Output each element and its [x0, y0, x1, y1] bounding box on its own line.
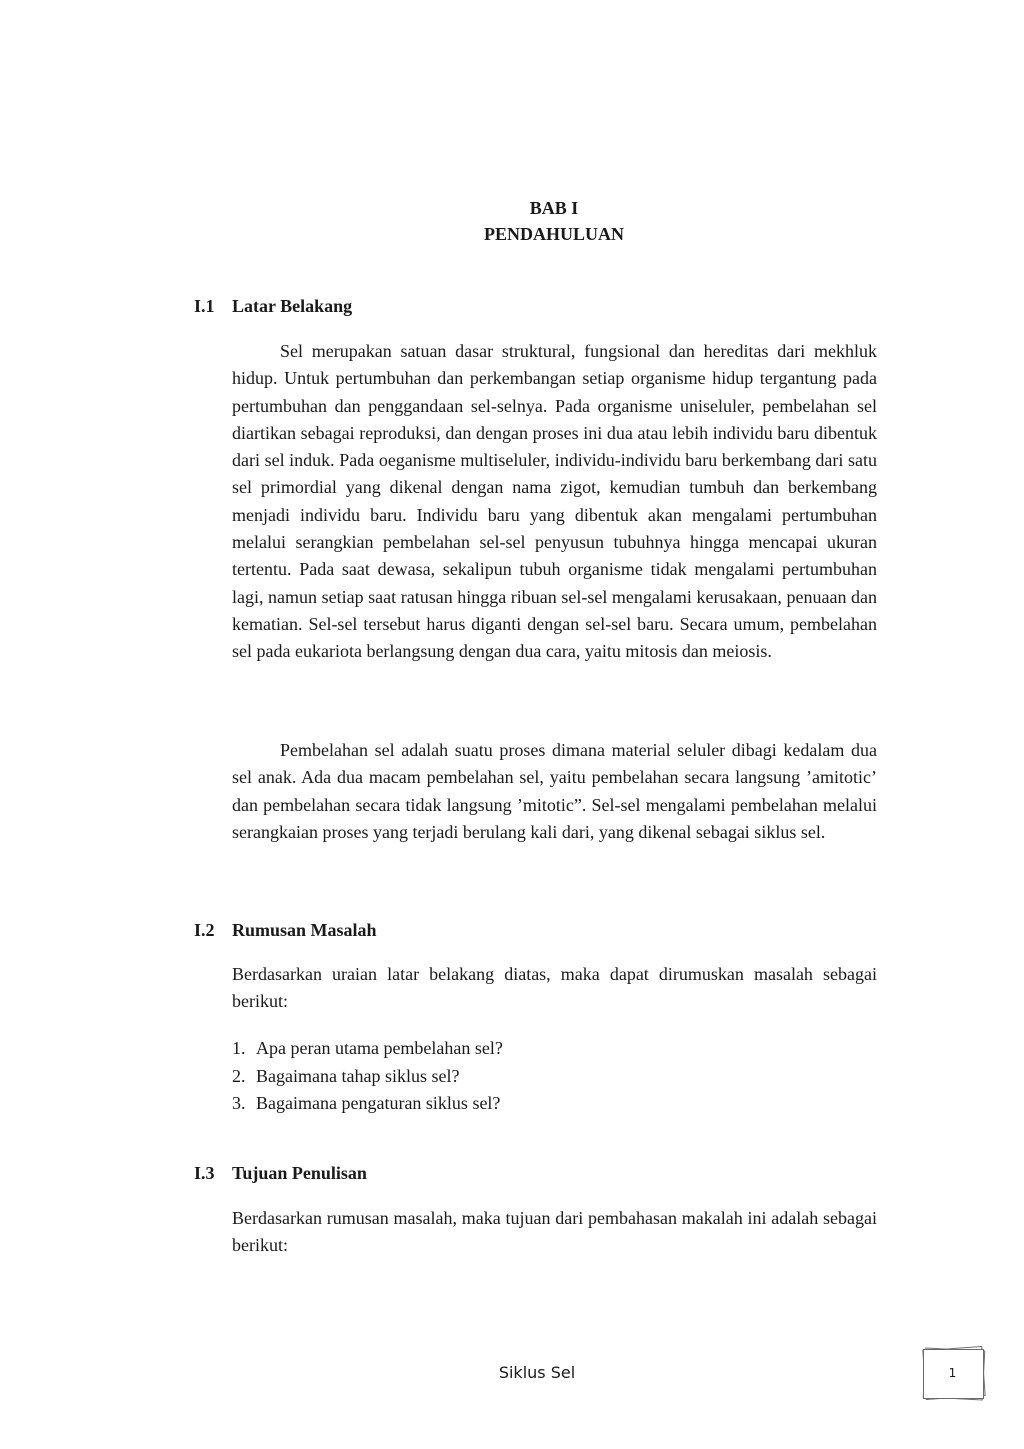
list-item — [232, 1035, 877, 1063]
chapter-number: BAB I — [529, 198, 579, 218]
list-item-text: Bagaimana pengaturan siklus sel? — [256, 1093, 501, 1113]
section-title: Rumusan Masalah — [232, 920, 377, 940]
list-item-text: Bagaimana tahap siklus sel? — [256, 1065, 460, 1086]
paragraph-rumusan-masalah-intro: Berdasarkan uraian latar belakang diatas, maka dapat dirumuskan masalah sebagai berikut: — [232, 964, 877, 1012]
paragraph-tujuan-penulisan-intro: Berdasarkan rumusan masalah, maka tujuan dari pembahasan makalah ini adalah sebagai berikut: — [232, 1208, 877, 1256]
list-item-number: 2. — [232, 1065, 246, 1086]
list-item-text: Apa peran utama pembelahan sel? — [256, 1038, 503, 1058]
section-number: I.3 — [194, 1163, 215, 1183]
paragraph-latar-belakang-2: Pembelahan sel adalah suatu proses dimana material seluler dibagi kedalam dua sel anak. Ada dua macam pembelahan sel, yaitu pembelahan secara langsung ’amitotic’ dan pembelahan secara tidak langsung ’mitotic”. Sel-sel mengalami pembelahan melalui serangkaian proses yang terjadi berulang kali dari, yang dikenal sebagai siklus sel. — [232, 740, 877, 842]
paragraph-latar-belakang-1: Sel merupakan satuan dasar struktural, fungsional dan hereditas dari mekhluk hidup. Untuk pertumbuhan dan perkembangan setiap organisme hidup tergantung pada pertumbuhan dan penggandaan sel-selnya. Pada organisme uniseluler, pembelahan sel diartikan sebagai reproduksi, dan dengan proses ini dua atau lebih individu baru dibentuk dari sel induk. Pada oeganisme multiseluler, individu-individu baru berkembang dari satu sel primordial yang dikenal dengan nama zigot, kemudian tumbuh dan berkembang menjadi individu baru. Individu baru yang dibentuk akan mengalami pertumbuhan melalui serangkian pembelahan sel-sel penyusun tubuhnya hingga mencapai ukuran tertentu. Pada saat dewasa, sekalipun tubuh organisme tidak mengalami pertumbuhan lagi, namun setiap saat ratusan hingga ribuan sel-sel mengalami kerusakaan, penuaan dan kematian. Sel-sel tersebut harus diganti dengan sel-sel baru. Secara umum, pembelahan sel pada eukariota berlangsung dengan dua cara, yaitu mitosis dan meiosis. — [232, 341, 877, 662]
section-number: I.2 — [194, 920, 215, 940]
list-item-number: 1. — [232, 1038, 246, 1058]
section-number: I.1 — [194, 296, 215, 316]
section-title: Tujuan Penulisan — [232, 1163, 367, 1183]
chapter-title: PENDAHULUAN — [483, 224, 624, 244]
research-questions-list — [232, 1035, 877, 1118]
list-item — [232, 1063, 877, 1091]
section-heading-latar-belakang — [194, 294, 352, 318]
section-title: Latar Belakang — [232, 296, 353, 316]
section-heading-tujuan-penulisan — [194, 1161, 367, 1185]
list-item-number: 3. — [232, 1093, 246, 1113]
page-number-badge — [918, 1344, 990, 1402]
footer-document-title: Siklus Sel — [498, 1363, 576, 1382]
list-item — [232, 1090, 877, 1118]
page-number: 1 — [948, 1366, 957, 1380]
section-heading-rumusan-masalah — [194, 918, 377, 942]
